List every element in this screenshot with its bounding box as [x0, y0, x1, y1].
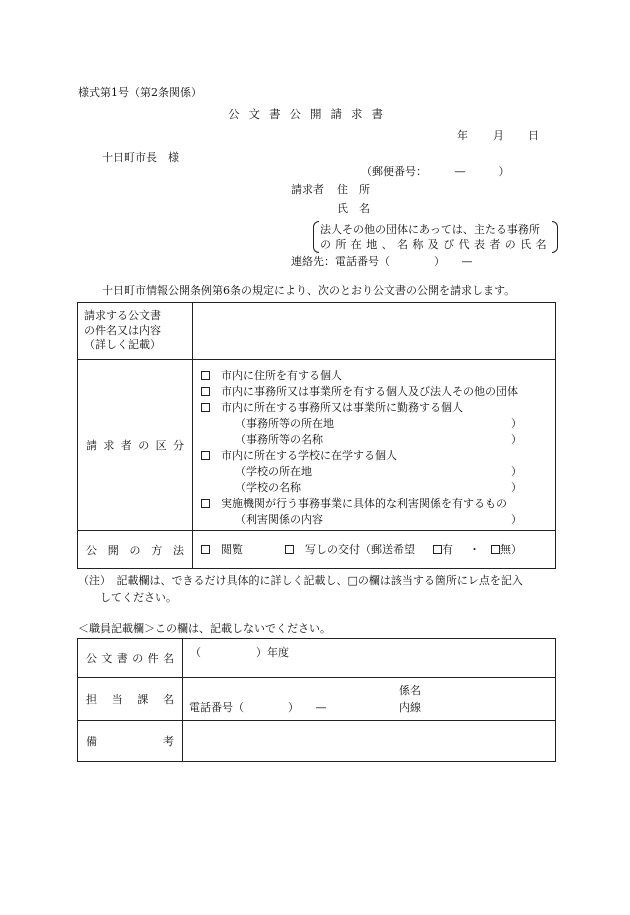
row-category [78, 360, 556, 531]
method-view-text: 閲覧 [221, 543, 243, 556]
category-4a: （学校の所在地 [235, 465, 312, 478]
note-line-2: してください。 [100, 591, 177, 604]
checkbox-icon[interactable] [201, 403, 210, 412]
close-paren: ） [511, 433, 522, 446]
org-note-line-1: 法人その他の団体にあっては、主たる事務所 [320, 223, 540, 236]
method-copy [285, 544, 415, 555]
subject-label-cell [78, 303, 193, 360]
staff-kakari: 係名 [399, 684, 421, 697]
mail-separator: ・ [469, 543, 480, 556]
checkbox-icon[interactable] [201, 499, 210, 508]
addressee: 十日町市長 様 [102, 151, 179, 164]
org-note-line-2: の所在地、名称及び代表者の氏名 [320, 238, 551, 251]
category-label: 請求者の区分 [78, 360, 193, 531]
close-paren: ） [511, 417, 522, 430]
checkbox-icon[interactable] [491, 545, 500, 554]
staff-section-label: 担当課名 [78, 678, 183, 721]
mail-no [491, 544, 522, 555]
row-subject [78, 303, 556, 360]
staff-subject-cell [183, 639, 556, 678]
date-month: 月 [493, 129, 504, 142]
category-4-text: 市内に所在する学校に在学する個人 [221, 449, 397, 462]
close-paren: ） [511, 481, 522, 494]
staff-row-subject [78, 639, 556, 678]
subject-label-2: の件名又は内容 [84, 323, 161, 337]
mail-yes-text: 有 [442, 543, 453, 556]
close-paren: ） [511, 513, 522, 526]
subject-label-3: （詳しく記載） [84, 338, 161, 352]
date-year: 年 [457, 129, 468, 142]
method-value-cell [193, 531, 556, 569]
category-2 [201, 386, 518, 397]
name-label: 氏 名 [337, 202, 370, 215]
requester-label: 請求者 [291, 183, 324, 196]
category-5a: （利害関係の内容 [235, 513, 323, 526]
staff-remarks-label: 備考 [78, 721, 183, 762]
subject-label-1: 請求する公文書 [84, 308, 161, 322]
staff-row-section [78, 678, 556, 721]
method-copy-text: 写しの交付（郵送希望 [305, 543, 415, 556]
staff-subject-year: （ ）年度 [190, 646, 289, 659]
mail-no-text: 無） [500, 543, 522, 556]
staff-heading: ＜職員記載欄＞この欄は、記載しないでください。 [78, 622, 331, 635]
bracket-left [313, 221, 319, 253]
staff-extension: 内線 [399, 701, 421, 714]
category-1-text: 市内に住所を有する個人 [221, 369, 342, 382]
request-table [77, 302, 556, 569]
category-3 [201, 402, 463, 413]
category-1 [201, 370, 342, 381]
document-title: 公文書公開請求書 [228, 107, 392, 121]
checkbox-icon[interactable] [201, 371, 210, 380]
bracket-right [552, 221, 558, 253]
note-line-1: （注） 記載欄は、できるだけ具体的に詳しく記載し、□の欄は該当する箇所にレ点を記入 [78, 574, 523, 587]
staff-section-cell [183, 678, 556, 721]
checkbox-icon[interactable] [201, 387, 210, 396]
staff-table [77, 638, 556, 762]
checkbox-icon[interactable] [285, 545, 294, 554]
intro-text: 十日町市情報公開条例第6条の規定により、次のとおり公文書の公開を請求します。 [102, 284, 516, 297]
method-view [201, 544, 243, 555]
checkbox-icon[interactable] [433, 545, 442, 554]
category-2-text: 市内に事務所又は事業所を有する個人及び法人その他の団体 [221, 385, 518, 398]
subject-value-cell[interactable] [193, 303, 556, 360]
category-3-text: 市内に所在する事務所又は事業所に勤務する個人 [221, 401, 463, 414]
contact-phone: 連絡先：電話番号（ ） — [291, 255, 473, 268]
checkbox-icon[interactable] [201, 545, 210, 554]
address-label: 住 所 [337, 183, 370, 196]
category-4 [201, 450, 397, 461]
org-note-bracket [313, 221, 558, 253]
category-3a: （事務所等の所在地 [235, 417, 334, 430]
staff-phone: 電話番号（ ） — [189, 701, 327, 714]
category-5 [201, 498, 507, 509]
category-value-cell [193, 360, 556, 531]
category-5-text: 実施機関が行う事務事業に具体的な利害関係を有するもの [221, 497, 507, 510]
close-paren: ） [511, 465, 522, 478]
checkbox-icon[interactable] [201, 451, 210, 460]
mail-yes [433, 544, 453, 555]
date-day: 日 [528, 129, 539, 142]
staff-row-remarks [78, 721, 556, 762]
method-label: 公開の方法 [78, 531, 193, 569]
row-method [78, 531, 556, 569]
staff-remarks-cell [183, 721, 556, 762]
staff-subject-label: 公文書の件名 [78, 639, 183, 678]
category-3b: （事務所等の名称 [235, 433, 323, 446]
form-number: 様式第1号（第2条関係） [78, 86, 202, 99]
postal-code: （郵便番号： — ） [361, 165, 510, 178]
category-4b: （学校の名称 [235, 481, 301, 494]
